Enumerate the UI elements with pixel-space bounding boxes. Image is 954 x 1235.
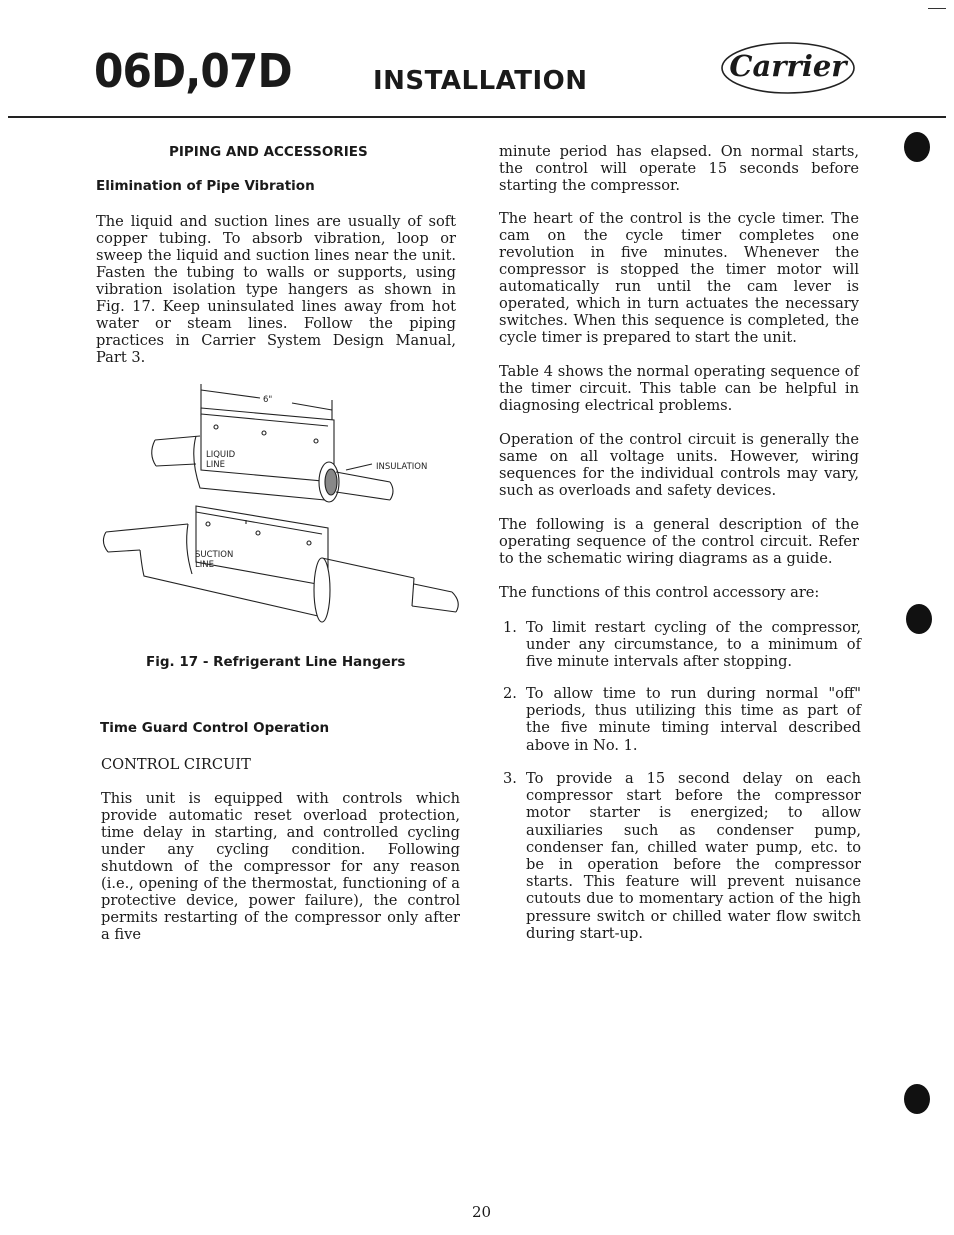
paragraph-normal-starts: minute period has elapsed. On normal starts, the control will operate 15 seconds before starting the compressor. [499,143,859,194]
list-item [503,619,861,671]
punch-hole-mark [906,604,932,634]
list-number: 3. [503,770,517,787]
dimension-label: 6" [263,395,273,405]
list-number: 2. [503,685,517,702]
corner-mark [928,8,946,9]
model-number: 06D,07D [94,44,292,98]
punch-hole-mark [904,132,930,162]
carrier-logo [718,38,858,100]
insulation-label: INSULATION [376,462,428,472]
figure-caption: Fig. 17 - Refrigerant Line Hangers [146,654,406,670]
paragraph-control-circuit: This unit is equipped with controls which provide automatic reset overload protection, time delay in starting, and controlled cycling under any cycling condition. Following shutdown of the compressor for any reason (i.e., opening of the thermostat, functioning of a protective device, power failure), the control permits restarting of the compressor only after a five [101,790,460,943]
svg-text:Carrier: Carrier [729,49,847,83]
subheading-pipe-vibration: Elimination of Pipe Vibration [96,178,315,194]
liquid-line-label-2: LINE [206,460,225,470]
page-number: 20 [472,1203,492,1221]
punch-hole-mark [904,1084,930,1114]
section-title: INSTALLATION [373,66,588,96]
refrigerant-line-hangers-figure [100,378,470,640]
paragraph-voltage-units: Operation of the control circuit is generally the same on all voltage units. However, wiring sequences for the individual controls may vary, such as overloads and safety devices. [499,431,859,499]
header-rule [8,116,946,118]
list-number: 1. [503,619,517,636]
paragraph-table-4: Table 4 shows the normal operating sequence of the timer circuit. This table can be helpful in diagnosing electrical problems. [499,363,859,414]
list-text: To provide a 15 second delay on each compressor start before the compressor motor starter is energized; to allow auxiliaries such as condenser pump, condenser fan, chilled water pump, etc. to be in operation before the compressor starts. This feature will prevent nuisance cutouts due to momentary action of the high pressure switch or chilled water flow switch during start-up. [526,770,861,942]
paragraph-cycle-timer: The heart of the control is the cycle timer. The cam on the cycle timer completes one revolution in five minutes. Whenever the compressor is stopped the timer motor will automatically run until the cam lever is operated, which in turn actuates the necessary switches. When this sequence is completed, the cycle timer is prepared to start the unit. [499,210,859,346]
liquid-line-label-1: LIQUID [206,450,236,460]
list-text: To allow time to run during normal "off" periods, thus utilizing this time as part of the five minute timing interval described above in No. 1. [526,685,861,754]
suction-line-label-1: SUCTION [195,550,234,560]
section-heading: PIPING AND ACCESSORIES [169,144,368,160]
list-text: To limit restart cycling of the compressor, under any circumstance, to a minimum of five minute intervals after stopping. [526,619,861,671]
paragraph-general-description: The following is a general description of the operating sequence of the control circuit. Refer to the schematic wiring diagrams as a guide. [499,516,859,567]
suction-line-label-2: LINE [195,560,214,570]
control-circuit-title: CONTROL CIRCUIT [101,756,251,773]
paragraph-pipe-vibration: The liquid and suction lines are usually of soft copper tubing. To absorb vibration, loop or sweep the liquid and suction lines near the unit. Fasten the tubing to walls or supports, using vibration isolation type hangers as shown in Fig. 17. Keep uninsulated lines away from hot water or steam lines. Follow the piping practices in Carrier System Design Manual, Part 3. [96,213,456,366]
list-item [503,685,861,754]
list-item [503,770,861,942]
paragraph-functions: The functions of this control accessory are: [499,584,820,601]
subheading-time-guard: Time Guard Control Operation [100,720,330,736]
